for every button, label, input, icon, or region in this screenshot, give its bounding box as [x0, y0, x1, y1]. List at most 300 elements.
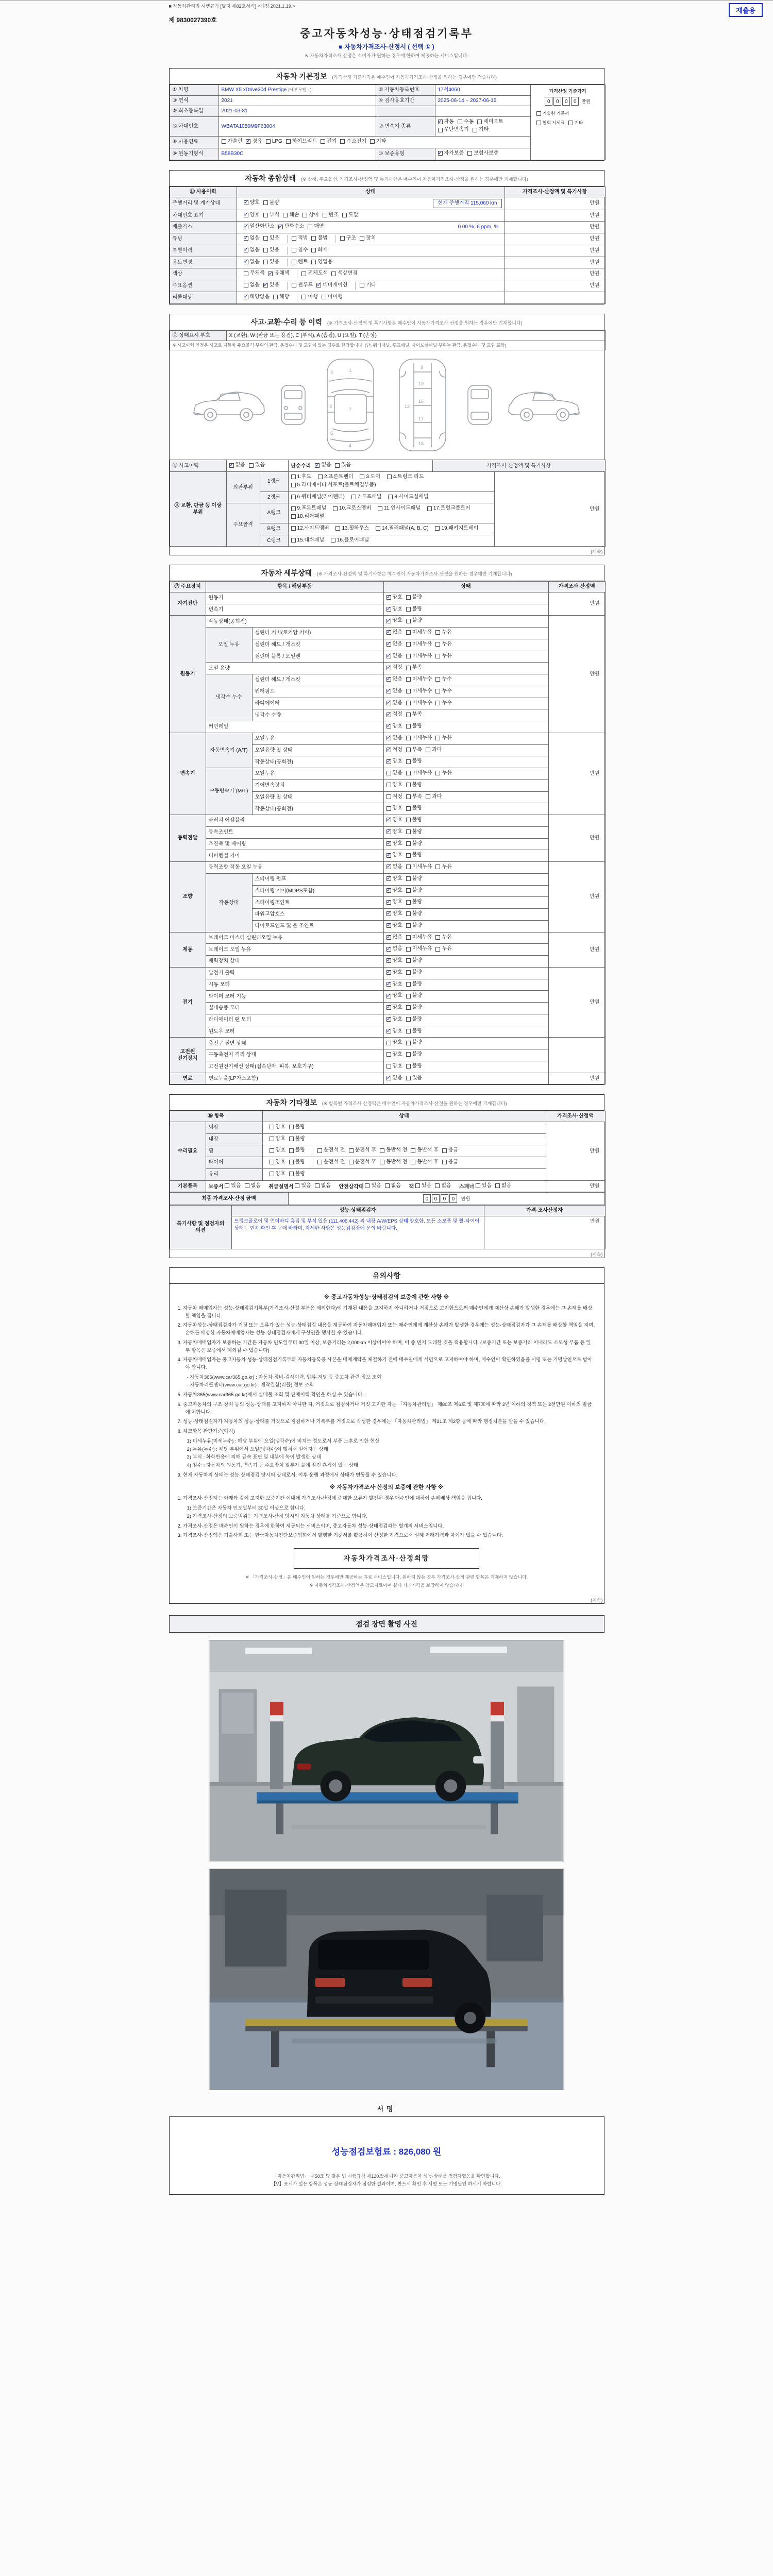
checkbox-운전석 후[interactable]: 운전석 후: [349, 1147, 376, 1154]
checkbox-불량[interactable]: 불량: [406, 840, 422, 848]
item-label: 충전구 절연 상태: [206, 1038, 383, 1049]
rank-items: [288, 492, 494, 503]
checkbox-부식[interactable]: 부식: [263, 212, 279, 219]
price-cell: [548, 1038, 605, 1073]
checkbox-불량[interactable]: 불량: [406, 1051, 422, 1058]
checkbox-불법[interactable]: 불법: [311, 235, 327, 242]
checkbox-탄화수소[interactable]: ✓ 탄화수소: [278, 223, 305, 230]
checkbox-미세누유[interactable]: 미세누유: [406, 641, 432, 648]
checkbox-불량[interactable]: 불량: [406, 899, 422, 906]
item-label: 클러치 어셈블리: [206, 815, 383, 827]
checkbox-동반석 후[interactable]: 동반석 후: [411, 1147, 438, 1154]
checkbox-양호[interactable]: 양호: [270, 1159, 285, 1166]
checkbox-기술원 기준서[interactable]: 기술원 기준서: [536, 110, 569, 117]
checkbox-적정[interactable]: ✓ 적정: [386, 747, 402, 754]
state-cell: [383, 709, 548, 721]
checkbox-누유[interactable]: 누유: [435, 735, 451, 742]
checkbox-양호[interactable]: 양호: [386, 1039, 402, 1046]
price-cell: 만원: [505, 257, 605, 268]
checkbox-유채색[interactable]: ✓ 유채색: [268, 270, 289, 277]
checkbox-없음[interactable]: ✓ 없음: [386, 653, 402, 660]
state-cell: [237, 280, 505, 292]
checkbox-없음[interactable]: 없음: [386, 770, 402, 777]
checkbox-양호[interactable]: ✓ 양호: [386, 957, 402, 964]
checkbox-미세누수[interactable]: 미세누수: [406, 688, 432, 695]
checkbox-불량[interactable]: 불량: [406, 852, 422, 859]
state-cell: [383, 1073, 548, 1084]
section-detail-note: (※ 가격조사·산정액 및 특기사항은 매수인이 자동차가격조사·산정을 원하는 경우에만 기재합니다): [316, 571, 512, 577]
checkbox-있음[interactable]: 있음: [263, 247, 279, 254]
checkbox-있음[interactable]: 있음: [263, 235, 279, 242]
checkbox-미세누수[interactable]: 미세누수: [406, 700, 432, 707]
checkbox-불량[interactable]: 불량: [263, 199, 279, 207]
section-basic-info: [169, 68, 604, 161]
remarks-table: [170, 1205, 606, 1249]
checkbox-적정[interactable]: ✓ 적정: [386, 711, 402, 718]
checkbox-양호[interactable]: 양호: [386, 1051, 402, 1058]
checkbox-동반석 후[interactable]: 동반석 후: [411, 1159, 438, 1166]
price-cell: 만원: [546, 1180, 605, 1192]
part-checkbox-7.루프패널[interactable]: 7.루프패널: [351, 494, 382, 501]
checkbox-불량[interactable]: 불량: [406, 981, 422, 988]
notice-subitem: - 자동차365(www.car365.go.kr) : 자동차 정비·검사이력, 압류·저당 등 중고차 관련 정보 조회: [187, 1374, 381, 1380]
checkbox-불량[interactable]: 불량: [289, 1159, 305, 1166]
checkbox-누수[interactable]: 누수: [435, 688, 451, 695]
checkbox-있음[interactable]: 있음: [249, 462, 265, 469]
history-label: ⑬ 사고이력: [170, 460, 226, 472]
checkbox-과다[interactable]: 과다: [426, 747, 442, 754]
checkbox-기타[interactable]: 기타: [360, 282, 376, 289]
continue-mark-2: (계속): [591, 1251, 603, 1257]
checkbox-없음[interactable]: ✓ 없음: [386, 1075, 402, 1082]
checkbox-불량[interactable]: 불량: [406, 957, 422, 964]
price-digit: 0: [562, 97, 570, 106]
checkbox-양호[interactable]: ✓ 양호: [386, 969, 402, 976]
checkbox-응급[interactable]: 응급: [442, 1159, 458, 1166]
checkbox-없음[interactable]: ✓ 없음: [244, 235, 260, 242]
state-cell: [383, 721, 548, 733]
checkbox-응급[interactable]: 응급: [442, 1147, 458, 1154]
checkbox-불량[interactable]: 불량: [406, 758, 422, 765]
sign-footnote-1: 「자동차관리법」 제58조 및 같은 법 시행규칙 제120조에 따라 중고자동차 성능·상태를 점검하였음을 확인합니다.: [273, 2173, 500, 2179]
checkbox-양호[interactable]: ✓ 양호: [386, 606, 402, 613]
notice-subitem: 2) 누유(누수) : 해당 부위에서 오일(냉각수)이 맺혀서 떨어지는 상태: [187, 1446, 328, 1452]
checkbox-누유[interactable]: 누유: [435, 770, 451, 777]
item-label: 오일 유량: [206, 663, 383, 674]
checkbox-양호[interactable]: 양호: [386, 1063, 402, 1070]
checkbox-불량[interactable]: 불량: [406, 828, 422, 836]
notice-item: 1. 가격조사·산정자는 아래와 같이 고지한 보증기간 이내에 가격조사·산정에 중대한 오류가 발견된 경우 매수인에 대하여 손해배상 책임을 집니다.: [177, 1496, 482, 1502]
checkbox-양호[interactable]: 양호: [386, 782, 402, 789]
checkbox-미세누유[interactable]: 미세누유: [406, 653, 432, 660]
part-checkbox-14.필러패널(A, B, C)[interactable]: 14.필러패널(A, B, C): [376, 525, 429, 532]
part-checkbox-1.후드[interactable]: 1.후드: [291, 473, 312, 481]
checkbox-장치[interactable]: 장치: [360, 235, 376, 242]
price-cell: 만원: [548, 1073, 605, 1084]
checkbox-양호[interactable]: ✓ 양호: [386, 594, 402, 601]
price-cell: 만원: [505, 268, 605, 280]
part-checkbox-17.트렁크플로어[interactable]: 17.트렁크플로어: [427, 505, 470, 512]
state-cell: [262, 1168, 546, 1180]
checkbox-도말[interactable]: 도말: [342, 212, 358, 219]
checkbox-협회 시세표[interactable]: 협회 시세표: [536, 119, 565, 127]
item-label: 워터펌프: [252, 686, 383, 698]
checkbox-없음[interactable]: ✓ 없음: [386, 735, 402, 742]
item-label: 실내송풍 모터: [206, 1003, 383, 1014]
part-checkbox-11.인사이드패널[interactable]: 11.인사이드패널: [378, 505, 421, 512]
checkbox-동반석 전[interactable]: 동반석 전: [380, 1159, 407, 1166]
part-checkbox-2.프론트펜더[interactable]: 2.프론트펜더: [318, 473, 354, 481]
checkbox-양호[interactable]: ✓ 양호: [386, 723, 402, 730]
part-checkbox-4.트렁크 리드[interactable]: 4.트렁크 리드: [387, 473, 424, 481]
checkbox-양호[interactable]: ✓ 양호: [386, 910, 402, 918]
checkbox-미세누유[interactable]: 미세누유: [406, 934, 432, 941]
checkbox-수소전기[interactable]: 수소전기: [340, 138, 366, 145]
item-label: 연료누출(LP가스포함): [206, 1073, 383, 1084]
checkbox-불량[interactable]: 불량: [406, 606, 422, 613]
svg-text:4: 4: [348, 443, 351, 449]
checkbox-없음[interactable]: ✓ 없음: [386, 863, 402, 871]
checkbox-불량[interactable]: 불량: [406, 1004, 422, 1011]
parts-label: ⑭ 교환, 판금 등 이상 부위: [170, 472, 226, 547]
photos-section-title: 점검 장면 촬영 사진: [169, 1615, 604, 1633]
checkbox-미세누유[interactable]: 미세누유: [406, 863, 432, 871]
checkbox-누유[interactable]: 누유: [435, 629, 451, 636]
checkbox-없음[interactable]: 없음: [385, 1182, 401, 1190]
checkbox-있음[interactable]: 있음: [335, 462, 351, 469]
appraiser-head: 가격·조사산정자: [484, 1206, 605, 1216]
inspector-head: 성능·상태점검자: [231, 1206, 484, 1216]
checkbox-동반석 전[interactable]: 동반석 전: [380, 1147, 407, 1154]
notice-item: 4. 자동차매매업자는 중고자동차 성능·상태점검기록부와 자동차등록증 사본을 매매계약을 체결하기 전에 매수인에게 서면으로 고지하여야 하며, 매수인이 확인하였음을 서명 또는 기명날인으로 받아야 합니다.: [177, 1357, 593, 1371]
section-etc-info: [169, 1094, 604, 1258]
checkbox-전기[interactable]: 전기: [321, 138, 337, 145]
checkbox-LPG[interactable]: LPG: [266, 138, 282, 145]
checkbox-불량[interactable]: 불량: [406, 992, 422, 999]
checkbox-불량[interactable]: 불량: [289, 1124, 305, 1131]
checkbox-양호[interactable]: ✓ 양호: [386, 758, 402, 765]
notice-item: 2. 가격조사·산정은 매수인이 원하는 경우에 한하여 제공되는 서비스이며, 중고자동차 성능·상태점검과는 별개의 서비스입니다.: [177, 1523, 444, 1529]
item-label: 오일누유: [252, 768, 383, 780]
checkbox-자동[interactable]: ✓ 자동: [438, 118, 454, 126]
notice-subitem: 4) 침수 : 자동차의 원동기, 변속기 등 주요장치 일부가 물에 잠긴 흔적이 있는 상태: [187, 1462, 359, 1468]
checkbox-무단변속기[interactable]: 무단변속기: [438, 126, 469, 133]
part-checkbox-8.사이드실패널[interactable]: 8.사이드실패널: [388, 494, 428, 501]
price-cell: 만원: [548, 592, 605, 616]
checkbox-해당[interactable]: 해당: [273, 294, 289, 301]
checkbox-기타[interactable]: 기타: [370, 138, 386, 145]
checkbox-양호[interactable]: ✓ 양호: [244, 199, 260, 207]
checkbox-화재[interactable]: 화재: [311, 247, 327, 254]
checkbox-있음[interactable]: 있음: [263, 259, 279, 266]
checkbox-불량[interactable]: 불량: [289, 1136, 305, 1143]
price-digit: 0: [432, 1194, 440, 1203]
checkbox-불량[interactable]: 불량: [406, 782, 422, 789]
choice-note: ※ 자동차가격조사·산정액은 참고자료이며 실제 거래가격을 보장하지 않습니다.: [309, 1582, 464, 1588]
checkbox-없음[interactable]: ✓ 없음: [386, 934, 402, 941]
state-cell: [383, 803, 548, 815]
checkbox-양호[interactable]: 양호: [270, 1136, 285, 1143]
part-checkbox-3.도어[interactable]: 3.도어: [360, 473, 380, 481]
continue-mark-1: (계속): [591, 549, 603, 555]
checkbox-운전석 전[interactable]: 운전석 전: [317, 1159, 345, 1166]
subgroup-label: 냉각수 누수: [206, 674, 252, 721]
checkbox-불량[interactable]: 불량: [406, 887, 422, 894]
checkbox-매연[interactable]: 매연: [308, 223, 324, 230]
checkbox-양호[interactable]: ✓ 양호: [386, 617, 402, 624]
checkbox-썬루프[interactable]: 썬루프: [292, 282, 313, 289]
checkbox-해당없음[interactable]: ✓ 해당없음: [244, 294, 270, 301]
checkbox-보험사보증[interactable]: 보험사보증: [467, 150, 498, 157]
section-etc-note: (※ 항목별 가격조사·산정액은 매수인이 자동차가격조사·산정을 원하는 경우에만 기재합니다): [322, 1101, 507, 1107]
notice-item: 3. 가격조사·산정액은 기술사회 또는 한국자동차진단보증협회에서 발행한 기준서를 활용하여 산정한 가격으로서 실제 거래가격과 차이가 있을 수 있습니다.: [177, 1533, 503, 1539]
checkbox-구조[interactable]: 구조: [340, 235, 356, 242]
price-appraisal-choice-box[interactable]: 자동차가격조사·산정희망: [294, 1548, 479, 1569]
checkbox-부족[interactable]: 부족: [406, 664, 422, 671]
checkbox-불량[interactable]: 불량: [406, 723, 422, 730]
svg-text:2: 2: [330, 370, 333, 376]
state-cell: [383, 616, 548, 628]
checkbox-누유[interactable]: 누유: [435, 863, 451, 871]
item-label: 와이퍼 모터 기능: [206, 991, 383, 1003]
checkbox-불량[interactable]: 불량: [289, 1147, 305, 1154]
checkbox-누유[interactable]: 누유: [435, 945, 451, 953]
state-cell: [383, 663, 548, 674]
part-checkbox-10.크로스멤버[interactable]: 10.크로스멤버: [333, 505, 371, 512]
rank-label: B랭크: [260, 523, 288, 535]
checkbox-상이[interactable]: 상이: [303, 212, 318, 219]
checkbox-양호[interactable]: ✓ 양호: [386, 922, 402, 929]
checkbox-없음[interactable]: 없음: [435, 1182, 451, 1190]
checkbox-운전석 전[interactable]: 운전석 전: [317, 1147, 345, 1154]
checkbox-양호[interactable]: ✓ 양호: [386, 828, 402, 836]
checkbox-이행[interactable]: 이행: [301, 294, 317, 301]
checkbox-있음[interactable]: 있음: [476, 1182, 492, 1190]
checkbox-양호[interactable]: 양호: [270, 1171, 285, 1178]
price-digit: 0: [441, 1194, 448, 1203]
part-checkbox-19.패키지트레이[interactable]: 19.패키지트레이: [435, 525, 478, 532]
section-overall-title: [170, 171, 604, 187]
field-label: ① 차명: [170, 85, 219, 96]
checkbox-자가보증[interactable]: ✓ 자가보증: [438, 150, 464, 157]
checkbox-양호[interactable]: ✓ 양호: [386, 887, 402, 894]
car-diagram-side-left: [190, 381, 267, 430]
checkbox-없음[interactable]: ✓ 없음: [386, 641, 402, 648]
checkbox-미세누유[interactable]: 미세누유: [406, 735, 432, 742]
checkbox-있음[interactable]: ✓ 있음: [263, 282, 279, 289]
checkbox-불량[interactable]: 불량: [406, 1063, 422, 1070]
checkbox-있음[interactable]: 있음: [225, 1182, 241, 1190]
checkbox-누유[interactable]: 누유: [435, 653, 451, 660]
checkbox-누유[interactable]: 누유: [435, 641, 451, 648]
checkbox-누수[interactable]: 누수: [435, 676, 451, 683]
checkbox-불량[interactable]: 불량: [406, 969, 422, 976]
checkbox-없음[interactable]: ✓ 없음: [229, 462, 245, 469]
checkbox-없음[interactable]: 없음: [495, 1182, 511, 1190]
checkbox-양호[interactable]: ✓ 양호: [386, 1028, 402, 1035]
state-cell: [383, 779, 548, 791]
checkbox-양호[interactable]: ✓ 양호: [386, 992, 402, 999]
checkbox-불량[interactable]: 불량: [406, 910, 422, 918]
state-cell: [383, 1003, 548, 1014]
outer-panel-label: 외판부위: [226, 472, 260, 503]
checkbox-기타[interactable]: 기타: [568, 119, 583, 127]
svg-text:18: 18: [418, 441, 424, 447]
price-digit: 0: [423, 1194, 431, 1203]
checkbox-양호[interactable]: ✓ 양호: [386, 1004, 402, 1011]
checkbox-양호[interactable]: ✓ 양호: [386, 981, 402, 988]
checkbox-불량[interactable]: 불량: [406, 875, 422, 883]
checkbox-수동[interactable]: 수동: [458, 118, 474, 126]
part-checkbox-18.리어패널[interactable]: 18.리어패널: [291, 513, 325, 520]
checkbox-불량[interactable]: 불량: [406, 805, 422, 812]
checkbox-부족[interactable]: 부족: [406, 747, 422, 754]
checkbox-미이행[interactable]: 미이행: [322, 294, 343, 301]
checkbox-없음[interactable]: 없음: [315, 1182, 331, 1190]
checkbox-없음[interactable]: ✓ 없음: [386, 945, 402, 953]
notice-subitem: 1) 보증기간은 자동차 인도일부터 30일 이상으로 합니다.: [187, 1505, 306, 1512]
checkbox-양호[interactable]: ✓ 양호: [386, 875, 402, 883]
etc-info-table: ⑯ 항목 상태 가격조사·산정액 수리필요 외장 양호 불량 만원 내장 양호 불량 휠 양호 불량 운전석 전 운전석 후 동반석 전 동반석 후 응급 타이어 양호 불량 운전석 전 운전석 후 동반석 전 동반석 후 응급 유리 양호 불량 기본품목 보증서 있음 없음 취급설명서 있음 없음 안전삼각대 있음 없음 잭 있음 없음 스패너 있음 없음 만원: [170, 1111, 606, 1192]
checkbox-불량[interactable]: 불량: [406, 1028, 422, 1035]
mileage-value: 현재 주행거리 115,060 km: [433, 199, 501, 208]
checkbox-침수[interactable]: 침수: [292, 247, 308, 254]
checkbox-없음[interactable]: 없음: [245, 1182, 261, 1190]
checkbox-양호[interactable]: ✓ 양호: [386, 1016, 402, 1023]
checkbox-없음[interactable]: ✓ 없음: [386, 688, 402, 695]
checkbox-양호[interactable]: ✓ 양호: [386, 899, 402, 906]
detail-state-table: ⑮ 주요장치 항목 / 해당부품 상태 가격조사·산정액 자기진단 원동기 ✓ 양호 불량 만원 변속기 ✓ 양호 불량 원동기 작동상태(공회전) ✓ 양호 불량 만원 오일 누유 실린더 커버(로커암 커버) ✓ 없음 미세누유 누유 실린더 헤드 / 개스킷 ✓ 없음 미세누유 누유 실린더 블록 / 오일팬 ✓ 없음 미세누유 누유 오일 유량 ✓ 적정 부족 냉각수 누수 실린더 헤드 / 개스킷 ✓ 없음 미세누수 누수 워터펌프 ✓ 없음 미세누수 누수 라디에이터 ✓ 없음 미세누수 누수 냉각수 수량 ✓ 적정 부족 커먼레일 ✓ 양호 불량 변속기 자동변속기 (A/T) 오일누유 ✓ 없음 미세누유 누유 만원 오일유량 및 상태 ✓ 적정 부족 과다 작동상태(공회전) ✓ 양호 불량 수동변속기 (M/T) 오일누유 없음 미세누유 누유 기어변속장치 양호 불량 오일유량 및 상태 적정 부족 과다 작동상태(공회전) 양호 불량 동력전달 클러치 어셈블리 ✓ 양호 불량 만원 등속조인트 ✓ 양호 불량 추진축 및 베어링 ✓ 양호 불량 디퍼렌셜 기어 ✓ 양호 불량 조향 동력조향 작동 오일 누유 ✓ 없음 미세누유 누유 만원 작동상태 스티어링 펌프 ✓ 양호 불량 스티어링 기어(MDPS포함) ✓ 양호 불량 스티어링조인트 ✓ 양호 불량 파워고압호스 ✓ 양호 불량 타이로드엔드 및 볼 조인트 ✓ 양호 불량 제동 브레이크 마스터 실린더오일 누유 ✓ 없음 미세누유 누유 만원 브레이크 오일 누유 ✓ 없음 미세누유 누유 배력장치 상태 ✓ 양호 불량 전기 발전기 출력 ✓ 양호 불량 만원 시동 모터 ✓ 양호 불량 와이퍼 모터 기능 ✓ 양호 불량 실내송풍 모터 ✓ 양호 불량 라디에이터 팬 모터 ✓ 양호 불량 윈도우 모터 ✓ 양호 불량 고전원 전기장치 충전구 절연 상태 양호 불량 구동축전지 격리 상태 양호 불량 고전원전기배선 상태(접속단자, 피복, 보호기구) 양호 불량 연료 연료누출(LP가스포함) ✓ 없음 있음 만원: [170, 581, 606, 1084]
checkbox-적정[interactable]: 적정: [386, 793, 402, 801]
checkbox-미세누유[interactable]: 미세누유: [406, 770, 432, 777]
checkbox-변조[interactable]: 변조: [323, 212, 339, 219]
row-label: 용도변경: [170, 257, 237, 268]
item-label: 고전원전기배선 상태(접속단자, 피복, 보호기구): [206, 1061, 383, 1073]
checkbox-없음[interactable]: ✓ 없음: [244, 247, 260, 254]
item-label: 윈도우 모터: [206, 1026, 383, 1038]
state-cell: [383, 967, 548, 979]
checkbox-미세누유[interactable]: 미세누유: [406, 945, 432, 953]
notice-item: 1. 자동차 매매업자는 성능·상태점검기록부(가격조사·산정 부분은 제외한다)에 기재된 내용을 고지하지 아니하거나 거짓으로 고지함으로써 매수인에게 재산상 손해가 발생한 경우에는 그 손해를 배상할 책임을 집니다.: [177, 1306, 593, 1319]
item-label: 타이어: [206, 1157, 262, 1169]
checkbox-양호[interactable]: 양호: [270, 1124, 285, 1131]
subgroup-label: 수동변속기 (M/T): [206, 768, 252, 815]
checkbox-있음[interactable]: 있음: [415, 1182, 431, 1190]
notice-item: 3. 자동차매매업자가 보증하는 기간은 자동차 인도일부터 30일 이상, 보증거리는 2,000km 이상이어야 하며, 이 중 먼저 도래한 것을 적용합니다. (보증기간 또는 보증거리 이내라도 소모성 부품 등 일부 항목은 보증에서 제외될 수 있습니다): [177, 1340, 591, 1353]
checkbox-영업용[interactable]: 영업용: [311, 259, 332, 266]
checkbox-전체도색[interactable]: 전체도색: [301, 270, 328, 277]
insurance-fee-label: 성능점검보험료 :: [331, 2146, 396, 2157]
checkbox-부족[interactable]: 부족: [406, 793, 422, 801]
checkbox-누유[interactable]: 누유: [435, 934, 451, 941]
state-cell: [383, 1014, 548, 1026]
checkbox-세미오토[interactable]: 세미오토: [477, 118, 503, 126]
notice-item: 2. 자동차성능·상태점검자가 거짓 또는 오류가 있는 성능·상태점검 내용을 제공하여 자동차매매업자 또는 매수인에게 재산상 손해가 발생한 경우에는 성능·상태점검자가 그 손해를 배상할 책임을 지며, 손해를 배상한 자동차매매업자는 성능·상태점검자에게 구상권을 행사할 수 있습니다.: [177, 1323, 595, 1336]
part-checkbox-16.플로어패널[interactable]: 16.플로어패널: [331, 537, 369, 544]
checkbox-양호[interactable]: ✓ 양호: [386, 840, 402, 848]
rank-items: [288, 472, 494, 492]
checkbox-색상변경[interactable]: 색상변경: [331, 270, 358, 277]
subgroup-label: 오일 누유: [206, 628, 252, 663]
checkbox-운전석 후[interactable]: 운전석 후: [349, 1159, 376, 1166]
checkbox-기타[interactable]: 기타: [473, 126, 489, 133]
checkbox-있음[interactable]: 있음: [295, 1182, 311, 1190]
checkbox-양호[interactable]: 양호: [386, 805, 402, 812]
checkbox-없음[interactable]: 없음: [244, 282, 260, 289]
part-checkbox-13.휠하우스[interactable]: 13.휠하우스: [335, 525, 369, 532]
checkbox-미세누유[interactable]: 미세누유: [406, 629, 432, 636]
checkbox-없음[interactable]: ✓ 없음: [315, 462, 331, 469]
checkbox-불량[interactable]: 불량: [406, 922, 422, 929]
price-digit: 0: [545, 97, 552, 106]
checkbox-과다[interactable]: 과다: [426, 793, 442, 801]
svg-text:12: 12: [405, 404, 410, 410]
checkbox-네비게이션[interactable]: ✓ 네비게이션: [316, 282, 347, 289]
item-label: 실린더 헤드 / 개스킷: [252, 639, 383, 651]
part-checkbox-12.사이드멤버[interactable]: 12.사이드멤버: [291, 525, 329, 532]
checkbox-일산화탄소[interactable]: ✓ 일산화탄소: [244, 223, 275, 230]
checkbox-적법[interactable]: 적법: [292, 235, 308, 242]
svg-text:9: 9: [421, 365, 424, 370]
legend-label: ⑫ 상태표시 부호: [170, 330, 226, 341]
choice-note: ※ 「가격조사·산정」은 매수인이 원하는 경우에만 제공하는 유료 서비스입니다. 원하지 않는 경우 가격조사·산정 관련 항목은 기재하지 않습니다.: [245, 1574, 528, 1580]
page-subtitle-note: ※ 자동차가격조사·산정은 소비자가 원하는 경우에 한하여 제공하는 서비스입니다.: [305, 53, 468, 58]
checkbox-없음[interactable]: ✓ 없음: [386, 700, 402, 707]
part-checkbox-5.라디에이터 서포트(볼트체결부품)[interactable]: 5.라디에이터 서포트(볼트체결부품): [291, 482, 376, 489]
state-cell: [383, 815, 548, 827]
checkbox-불량[interactable]: 불량: [289, 1171, 305, 1178]
checkbox-없음[interactable]: ✓ 없음: [386, 629, 402, 636]
part-checkbox-9.프론트패널[interactable]: 9.프론트패널: [291, 505, 327, 512]
checkbox-없음[interactable]: ✓ 없음: [386, 676, 402, 683]
checkbox-적정[interactable]: ✓ 적정: [386, 664, 402, 671]
checkbox-양호[interactable]: ✓ 양호: [244, 212, 260, 219]
device-label: 전기: [170, 967, 206, 1038]
part-checkbox-15.대쉬패널[interactable]: 15.대쉬패널: [291, 537, 325, 544]
checkbox-불량[interactable]: 불량: [406, 617, 422, 624]
checkbox-있음[interactable]: 있음: [365, 1182, 381, 1190]
checkbox-무채색[interactable]: 무채색: [244, 270, 265, 277]
checkbox-양호[interactable]: ✓ 양호: [386, 817, 402, 824]
checkbox-있음[interactable]: 있음: [406, 1075, 422, 1082]
checkbox-누수[interactable]: 누수: [435, 700, 451, 707]
checkbox-경유[interactable]: ✓ 경유: [246, 138, 262, 145]
part-checkbox-6.쿼터패널(리어펜더)[interactable]: 6.쿼터패널(리어펜더): [291, 494, 345, 501]
checkbox-양호[interactable]: 양호: [270, 1147, 285, 1154]
notice-subitem: 2) 가격조사·산정의 보증범위는 가격조사·산정 당시의 자동차 상태를 기준으로 합니다.: [187, 1513, 368, 1519]
checkbox-렌트[interactable]: 렌트: [292, 259, 308, 266]
checkbox-양호[interactable]: ✓ 양호: [386, 852, 402, 859]
state-cell: [383, 698, 548, 709]
state-cell: [383, 768, 548, 780]
checkbox-부족[interactable]: 부족: [406, 711, 422, 718]
checkbox-불량[interactable]: 불량: [406, 817, 422, 824]
car-diagram-rear: [465, 381, 495, 429]
checkbox-불량[interactable]: 불량: [406, 594, 422, 601]
state-cell: [383, 756, 548, 768]
checkbox-불량[interactable]: 불량: [406, 1039, 422, 1046]
rank-label: C랭크: [260, 535, 288, 547]
state-cell: [237, 257, 505, 268]
checkbox-없음[interactable]: ✓ 없음: [244, 259, 260, 266]
checkbox-불량[interactable]: 불량: [406, 1016, 422, 1023]
checkbox-미세누수[interactable]: 미세누수: [406, 676, 432, 683]
checkbox-가솔린[interactable]: 가솔린: [222, 138, 243, 145]
notice-subitem: 1) 미세누유(미세누수) : 해당 부위에 오일(냉각수)이 비치는 정도로서 부품 노후로 인한 현상: [187, 1438, 380, 1444]
checkbox-훼손[interactable]: 훼손: [283, 212, 299, 219]
sign-area[interactable]: [170, 2117, 604, 2194]
checkbox-하이브리드[interactable]: 하이브리드: [286, 138, 317, 145]
